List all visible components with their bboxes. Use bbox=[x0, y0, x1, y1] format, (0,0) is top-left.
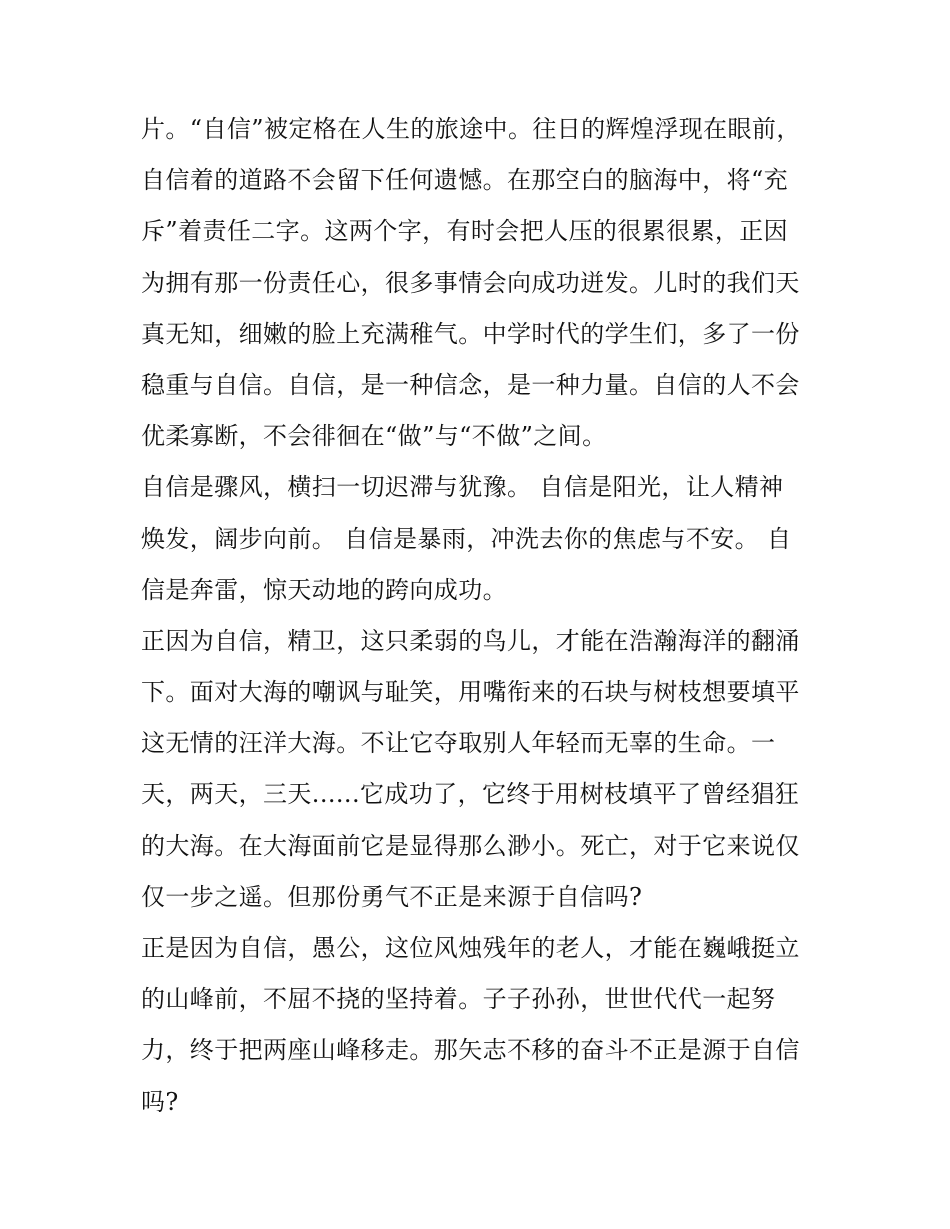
text-line: 焕发，阔步向前。 自信是暴雨，冲洗去你的焦虑与不安。 自 bbox=[141, 524, 792, 553]
paragraph-1 bbox=[141, 104, 813, 462]
text-line: 为拥有那一份责任心，很多事情会向成功迸发。儿时的我们天 bbox=[141, 268, 800, 297]
paragraph-4 bbox=[141, 923, 813, 1128]
text-line: 正因为自信，精卫，这只柔弱的鸟儿，才能在浩瀚海洋的翻涌 bbox=[141, 626, 800, 655]
text-line: 下。面对大海的嘲讽与耻笑，用嘴衔来的石块与树枝想要填平 bbox=[141, 678, 800, 707]
text-line: 的山峰前，不屈不挠的坚持着。子子孙孙，世世代代一起努 bbox=[141, 985, 776, 1014]
text-line: 仅一步之遥。但那份勇气不正是来源于自信吗? bbox=[141, 882, 643, 911]
text-line: 天，两天，三天......它成功了，它终于用树枝填平了曾经猖狂 bbox=[141, 780, 800, 809]
text-line: 吗? bbox=[141, 1087, 179, 1116]
text-line: 的大海。在大海面前它是显得那么渺小。死亡，对于它来说仅 bbox=[141, 831, 800, 860]
text-line: 这无情的汪洋大海。不让它夺取别人年轻而无辜的生命。一 bbox=[141, 729, 776, 758]
text-line: 真无知，细嫩的脸上充满稚气。中学时代的学生们，多了一份 bbox=[141, 319, 800, 348]
text-line: 稳重与自信。自信，是一种信念，是一种力量。自信的人不会 bbox=[141, 370, 800, 399]
text-line: 自信是骤风，横扫一切迟滞与犹豫。 自信是阳光，让人精神 bbox=[141, 473, 784, 502]
text-line: 优柔寡断，不会徘徊在“做”与“不做”之间。 bbox=[141, 422, 607, 451]
text-line: 力，终于把两座山峰移走。那矢志不移的奋斗不正是源于自信 bbox=[141, 1036, 800, 1065]
text-line: 信是奔雷，惊天动地的跨向成功。 bbox=[141, 575, 507, 604]
text-line: 自信着的道路不会留下任何遗憾。在那空白的脑海中，将“充 bbox=[141, 166, 789, 195]
paragraph-2 bbox=[141, 462, 813, 616]
text-line: 斥”着责任二字。这两个字，有时会把人压的很累很累，正因 bbox=[141, 217, 789, 246]
essay-body bbox=[141, 104, 813, 1128]
text-line: 正是因为自信，愚公，这位风烛残年的老人，才能在巍峨挺立 bbox=[141, 934, 800, 962]
paragraph-3 bbox=[141, 616, 813, 923]
text-line: 片。“自信”被定格在人生的旅途中。往日的辉煌浮现在眼前， bbox=[141, 115, 801, 143]
